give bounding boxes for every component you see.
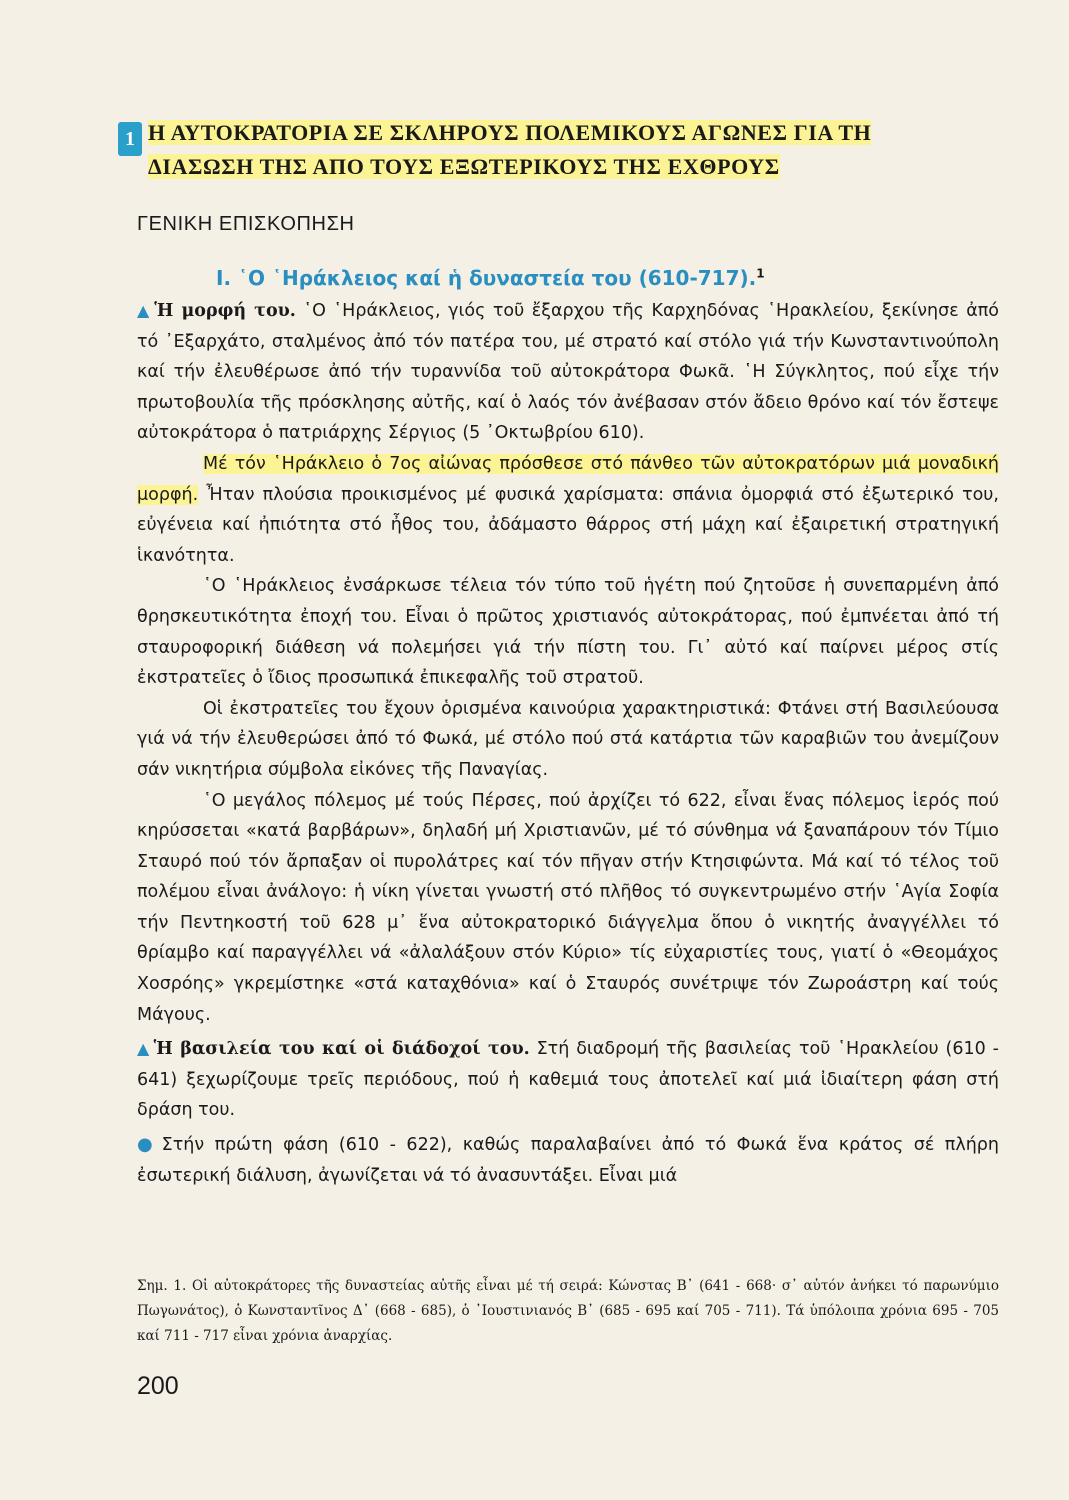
paragraph-1-text: ῾Ο ῾Ηράκλειος, γιός τοῦ ἔξαρχου τῆς Καρχηδόνας ῾Ηρακλείου, ξεκίνησε ἀπό τό ᾿Εξαρχάτο, σταλμένος ἀπό τόν πατέρα του, μέ στρατό καί στόλο γιά τήν Κωνσταντινούπολη καί τήν ἐλευθέρωσε ἀπό τήν τυραννίδα τοῦ αὐτοκράτορα Φωκᾶ. ῾Η Σύγκλητος, πού εἶχε τήν πρωτοβουλία τῆς πρόσκλησης αὐτῆς, καί ὁ λαός τόν ἀνέβασαν στόν ἄδειο θρόνο καί τόν ἔστεψε αὐτοκράτορα ὁ πατριάρχης Σέργιος (5 ᾿Οκτωβρίου 610). <box>137 301 999 444</box>
paragraph-6 <box>137 1034 999 1126</box>
triangle-bullet-icon: ▲ <box>137 301 152 320</box>
section-title-text: Ι. ῾Ο ῾Ηράκλειος καί ἡ δυναστεία του (610-717). <box>216 266 757 290</box>
subheading-appearance: Ἡ μορφή του. <box>154 301 296 321</box>
chapter-title-line-1: Η ΑΥΤΟΚΡΑΤΟΡΙΑ ΣΕ ΣΚΛΗΡΟΥΣ ΠΟΛΕΜΙΚΟΥΣ ΑΓΩΝΕΣ ΓΙΑ ΤΗ <box>148 120 872 145</box>
footnote-reference: 1 <box>756 266 765 281</box>
body-text <box>137 296 999 1191</box>
paragraph-1 <box>137 296 999 449</box>
paragraph-7-text: Στήν πρώτη φάση (610 - 622), καθώς παραλαβαίνει ἀπό τό Φωκά ἕνα κράτος σέ πλήρη ἐσωτερική διάλυση, ἀγωνίζεται νά τό ἀνασυντάξει. Εἶναι μιά <box>137 1135 999 1186</box>
paragraph-3: ῾Ο ῾Ηράκλειος ἐνσάρκωσε τέλεια τόν τύπο τοῦ ἡγέτη πού ζητοῦσε ἡ συνεπαρμένη ἀπό θρησκευτικότητα ἐποχή του. Εἶναι ὁ πρῶτος χριστιανός αὐτοκράτορας, πού ἐμπνέεται ἀπό τή σταυροφορική διάθεση νά πολεμήσει γιά τήν πίστη του. Γι᾿ αὐτό καί παίρνει μέρος στίς ἐκστρατεῖες ὁ ἴδιος προσωπικά ἐπικεφαλῆς τοῦ στρατοῦ. <box>137 576 999 689</box>
footnote: Σημ. 1. Οἱ αὐτοκράτορες τῆς δυναστείας αὐτῆς εἶναι μέ τή σειρά: Κώνστας Β᾿ (641 - 668· σ᾿ αὐτόν ἀνήκει τό παρωνύμιο Πωγωνάτος), ὁ Κωνσταντῖνος Δ᾿ (668 - 685), ὁ ᾿Ιουστινιανός Β᾿ (685 - 695 καί 705 - 711). Τά ὑπόλοιπα χρόνια 695 - 705 καί 711 - 717 εἶναι χρόνια ἀναρχίας. <box>137 1278 999 1344</box>
paragraph-2-text: Ἦταν πλούσια προικισμένος μέ φυσικά χαρίσματα: σπάνια ὀμορφιά στό ἐξωτερικό του, εὐγένεια καί ἠπιότητα στό ἦθος του, ἀδάμαστο θάρρος στή μάχη καί ἐξαιρετική στρατηγική ἱκανότητα. <box>137 484 999 566</box>
highlighted-sentence: Μέ τόν ῾Ηράκλειο ὁ 7ος αἰώνας πρόσθεσε στό πάνθεο τῶν αὐτοκρατόρων μιά μοναδική μορφή. <box>137 453 999 505</box>
section-title <box>216 266 765 290</box>
chapter-number-badge: 1 <box>118 122 142 156</box>
paragraph-2 <box>137 449 999 571</box>
chapter-title <box>148 116 1018 184</box>
paragraph-5: ῾Ο μεγάλος πόλεμος μέ τούς Πέρσες, πού ἀρχίζει τό 622, εἶναι ἕνας πόλεμος ἱερός πού κηρύσσεται «κατά βαρβάρων», δηλαδή μή Χριστιανῶν, μέ τό σύνθημα νά ξαναπάρουν τόν Τίμιο Σταυρό πού τόν ἄρπαξαν οἱ πυρολάτρες καί τόν πῆγαν στήν Κτησιφώντα. Μά καί τό τέλος τοῦ πολέμου εἶναι ἀνάλογο: ἡ νίκη γίνεται γνωστή στό πλῆθος τό συγκεντρωμένο στήν ῾Αγία Σοφία τήν Πεντηκοστή τοῦ 628 μ᾿ ἕνα αὐτοκρατορικό διάγγελμα ὅπου ὁ νικητής ἀναγγέλλει τό θρίαμβο καί παραγγέλλει νά «ἀλαλάξουν στόν Κύριο» τίς εὐχαριστίες τους, γιατί ὁ «Θεομάχος Χοσρόης» γκρεμίστηκε «στά καταχθόνια» καί ὁ Σταυρός συνέτριψε τόν Ζωροάστρη καί τούς Μάγους. <box>137 790 999 1025</box>
overview-heading: ΓΕΝΙΚΗ ΕΠΙΣΚΟΠΗΣΗ <box>137 213 355 235</box>
paragraph-6-text: Στή διαδρομή τῆς βασιλείας τοῦ ῾Ηρακλείου (610 - 641) ξεχωρίζουμε τρεῖς περιόδους, πού ἡ καθεμιά τους ἀποτελεῖ καί μιά ἰδιαίτερη φάση στή δράση του. <box>137 1039 999 1121</box>
paragraph-7 <box>137 1130 999 1191</box>
circle-bullet-icon: ● <box>137 1134 158 1156</box>
chapter-title-line-2: ΔΙΑΣΩΣΗ ΤΗΣ ΑΠΟ ΤΟΥΣ ΕΞΩΤΕΡΙΚΟΥΣ ΤΗΣ ΕΧΘΡΟΥΣ <box>148 154 780 179</box>
paragraph-4: Οἱ ἐκστρατεῖες του ἔχουν ὁρισμένα καινούρια χαρακτηριστικά: Φτάνει στή Βασιλεύουσα γιά νά τήν ἐλευθερώσει ἀπό τό Φωκά, μέ στόλο πού στά κατάρτια τῶν καραβιῶν του ἀνεμίζουν σάν νικητήρια σύμβολα εἰκόνες τῆς Παναγίας. <box>137 698 999 780</box>
triangle-bullet-icon: ▲ <box>137 1039 151 1059</box>
page-number: 200 <box>137 1372 179 1400</box>
chapter-header <box>118 116 1018 184</box>
subheading-reign: Ἡ βασιλεία του καί οἱ διάδοχοί του. <box>153 1039 530 1060</box>
